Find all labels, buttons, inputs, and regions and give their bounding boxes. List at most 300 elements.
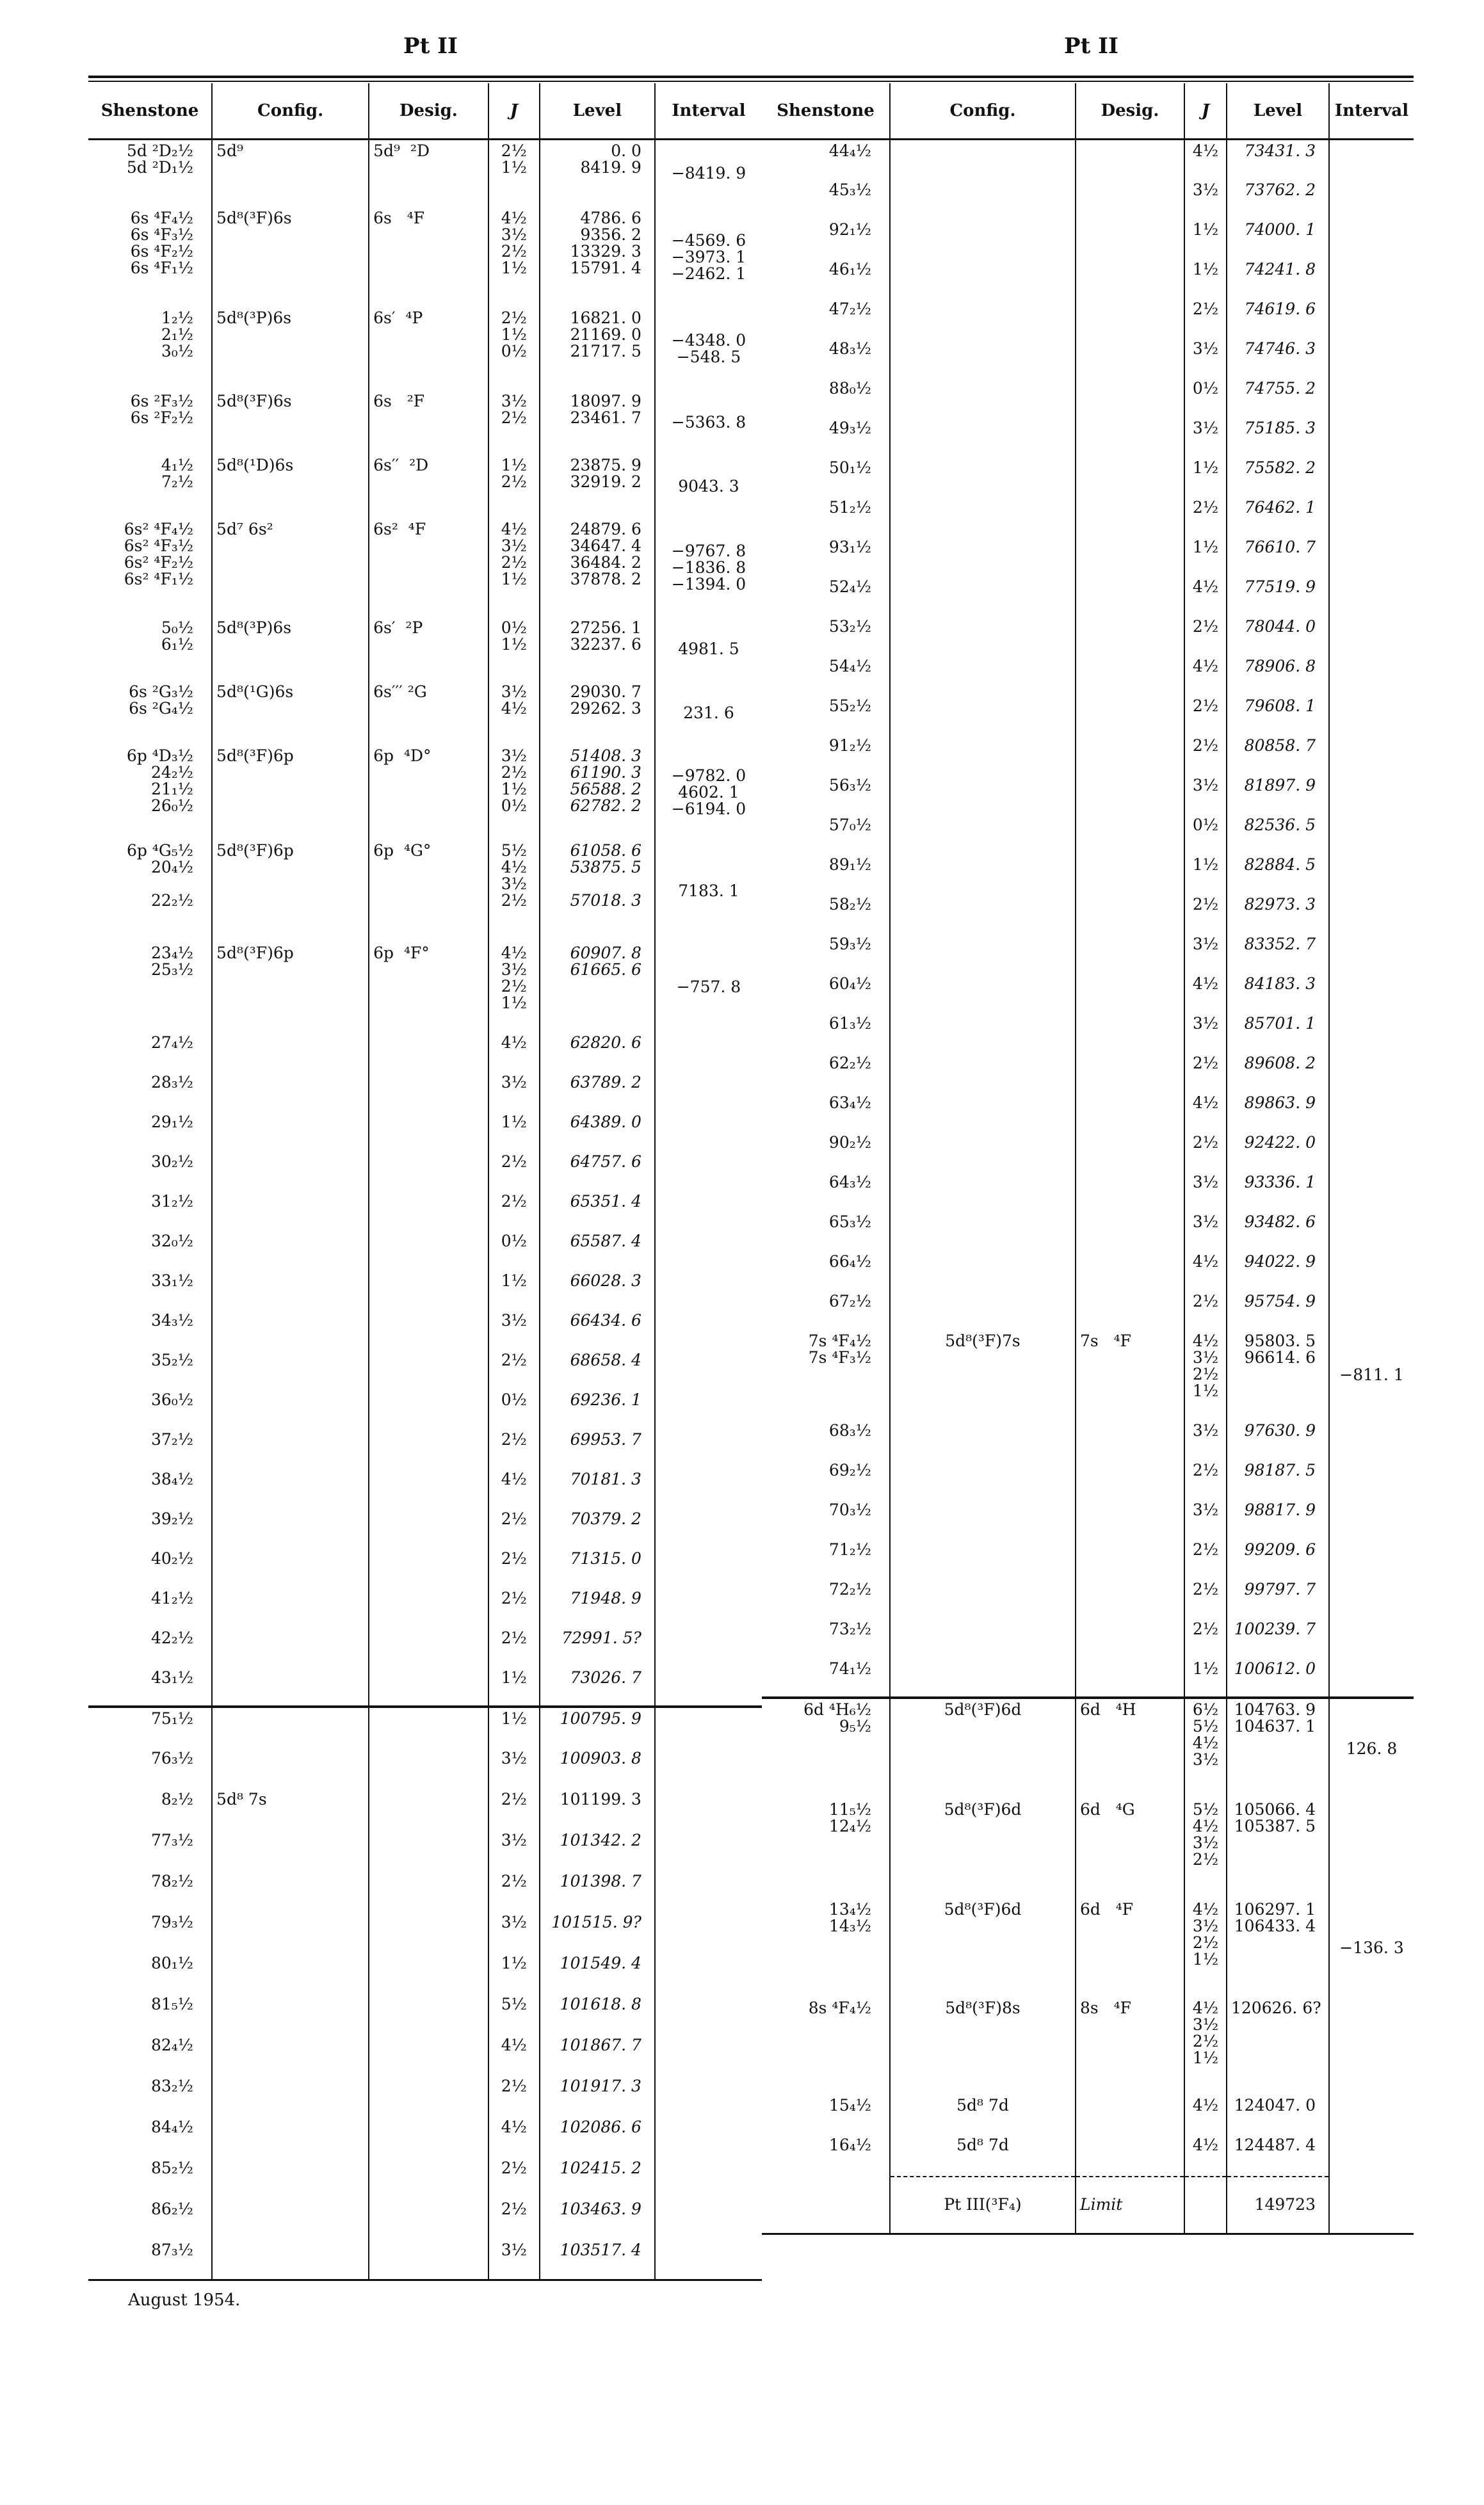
cell-j: 6½ 5½ 4½ 3½ [1184, 1698, 1227, 1799]
cell-int [1329, 417, 1414, 457]
cell-desig: 6p ⁴G° [369, 840, 488, 942]
cell-level: 18097. 9 23461. 7 [540, 391, 655, 455]
cell-desig [1076, 933, 1184, 973]
cell-level: 65351. 4 [540, 1191, 655, 1230]
cell-shen: 65₃½ [828, 1212, 871, 1231]
cell-shen: 6p ⁴G₅½ 20₄½ 22₂½ [126, 841, 194, 910]
cell-shen: 68₃½ [828, 1421, 871, 1440]
cell-int [655, 2075, 762, 2116]
cell-shen: 50₁½ [828, 458, 871, 477]
cell-j: 4½ [1184, 2095, 1227, 2134]
cell-desig [369, 2157, 488, 2198]
cell-int [1329, 1579, 1414, 1618]
cell-shen: 7s ⁴F₄½ 7s ⁴F₃½ [808, 1331, 871, 1367]
cell-shen: 87₃½ [88, 2239, 212, 2280]
cell-shen: 71₂½ [828, 1540, 871, 1559]
cell-j: 1½ [488, 1111, 540, 1151]
cell-j: 2½ 1½ 0½ [488, 307, 540, 391]
cell-int: −5363. 8 [655, 391, 762, 455]
cell-shen: 36₀½ [150, 1390, 194, 1409]
table-row [762, 973, 1414, 1013]
cell-shen: 6s² ⁴F₄½ 6s² ⁴F₃½ 6s² ⁴F₂½ 6s² ⁴F₁½ [124, 519, 194, 588]
cell-level: 74241. 8 [1227, 259, 1329, 298]
cell-j: 3½ 4½ [488, 681, 540, 745]
cell-desig [369, 1707, 488, 1748]
cell-level: 92422. 0 [1227, 1132, 1329, 1172]
cell-shen: 6p ⁴D₃½ 24₂½ 21₁½ 26₀½ [126, 746, 194, 815]
cell-level: 103517. 4 [540, 2239, 655, 2280]
table-row [88, 455, 762, 519]
cell-int [1329, 457, 1414, 497]
cell-conf: 5d⁸(³F)6p [212, 942, 369, 1032]
left-top-rule-2 [88, 81, 762, 82]
cell-level: 101618. 8 [540, 1994, 655, 2034]
cell-shen: 37₂½ [150, 1430, 194, 1449]
cell-shen: 15₄½ [828, 2095, 871, 2114]
cell-j: 3½ [1184, 417, 1227, 457]
cell-level: 74755. 2 [1227, 378, 1329, 417]
cell-level: 65587. 4 [540, 1230, 655, 1270]
date-footnote: August 1954. [128, 2291, 241, 2310]
cell-conf [212, 1032, 369, 1072]
cell-int [1329, 298, 1414, 338]
cell-int [655, 1469, 762, 1508]
cell-level: 89863. 9 [1227, 1092, 1329, 1132]
cell-int [1329, 219, 1414, 259]
cell-conf-c [890, 1460, 1076, 1499]
table-row [762, 457, 1414, 497]
cell-int [655, 1548, 762, 1588]
cell-j: 2½ [488, 1191, 540, 1230]
cell-j: 3½ [1184, 1499, 1227, 1539]
cell-j: 3½ [1184, 933, 1227, 973]
cell-j: 1½ 2½ [488, 455, 540, 519]
cell-desig [369, 1389, 488, 1429]
cell-shen: 1₂½ 2₁½ 3₀½ [161, 308, 194, 360]
table-row [762, 1132, 1414, 1172]
cell-int [655, 1429, 762, 1469]
cell-shen: 90₂½ [828, 1132, 871, 1152]
cell-j: 2½ [488, 1508, 540, 1548]
cell-desig [1076, 1172, 1184, 1211]
cell-int [1329, 695, 1414, 735]
table-row [762, 1052, 1414, 1092]
cell-level: 105066. 4 105387. 5 [1227, 1799, 1329, 1899]
table-row [88, 1748, 762, 1789]
cell-level: 100903. 8 [540, 1748, 655, 1789]
cell-desig [1076, 497, 1184, 536]
cell-shen: 49₃½ [828, 418, 871, 437]
cell-int [1329, 1618, 1414, 1658]
cell-desig [1076, 1618, 1184, 1658]
cell-int [1329, 1658, 1414, 1698]
cell-int [655, 1627, 762, 1667]
cell-int [1329, 1052, 1414, 1092]
cell-level: 71315. 0 [540, 1548, 655, 1588]
cell-level: 29030. 7 29262. 3 [540, 681, 655, 745]
cell-j: 3½ [488, 1748, 540, 1789]
cell-level: 95803. 5 96614. 6 [1227, 1330, 1329, 1420]
table-row [762, 1291, 1414, 1330]
cell-conf-c [890, 656, 1076, 695]
cell-int: −8419. 9 [655, 140, 762, 207]
cell-j: 2½ [1184, 1579, 1227, 1618]
header-desig: Desig. [369, 83, 488, 140]
cell-j: 1½ [488, 1953, 540, 1994]
right-top-rule-2 [762, 81, 1414, 82]
cell-shen: 82₄½ [150, 2035, 194, 2054]
cell-shen: 57₀½ [828, 815, 871, 834]
cell-j: 0½ [488, 1230, 540, 1270]
cell-conf [212, 2034, 369, 2075]
cell-j: 2½ [488, 2157, 540, 2198]
cell-level: 74619. 6 [1227, 298, 1329, 338]
cell-int [1329, 1799, 1414, 1899]
header-desig: Desig. [1076, 83, 1184, 140]
right-header-row [762, 83, 1414, 140]
cell-shen: 47₂½ [828, 299, 871, 318]
cell-level: 73762. 2 [1227, 179, 1329, 219]
table-row [88, 2239, 762, 2280]
cell-j: 2½ [1184, 894, 1227, 933]
cell-int: 126. 8 [1329, 1698, 1414, 1799]
cell-conf-c [890, 695, 1076, 735]
cell-int [1329, 1420, 1414, 1460]
cell-shen: 73₂½ [828, 1619, 871, 1638]
cell-int [1329, 497, 1414, 536]
cell-conf [212, 1667, 369, 1707]
cell-shen: 66₄½ [828, 1252, 871, 1271]
cell-j: 2½ [488, 1429, 540, 1469]
cell-int [1329, 1997, 1414, 2095]
cell-j: 3½ [488, 2239, 540, 2280]
cell-j: 1½ [1184, 1658, 1227, 1698]
table-row [762, 1698, 1414, 1799]
table-row [88, 1310, 762, 1349]
cell-int [1329, 536, 1414, 576]
cell-desig [1076, 338, 1184, 378]
cell-conf-c [890, 735, 1076, 775]
cell-shen: 38₄½ [150, 1469, 194, 1488]
cell-level: 84183. 3 [1227, 973, 1329, 1013]
cell-int [655, 1667, 762, 1707]
cell-desig: 6p ⁴F° [369, 942, 488, 1032]
cell-int [1329, 775, 1414, 814]
cell-conf [212, 1310, 369, 1349]
table-row [88, 1912, 762, 1953]
cell-conf: 5d⁷ 6s² [212, 519, 369, 617]
cell-int [1329, 656, 1414, 695]
cell-int [1329, 2095, 1414, 2134]
cell-j: 2½ [1184, 1618, 1227, 1658]
cell-conf-c [890, 1420, 1076, 1460]
table-row [88, 681, 762, 745]
cell-j: 1½ [1184, 259, 1227, 298]
cell-conf [212, 1230, 369, 1270]
cell-conf [212, 1111, 369, 1151]
cell-level: 100239. 7 [1227, 1618, 1329, 1658]
cell-conf-c [890, 140, 1076, 179]
cell-conf: 5d⁸(¹G)6s [212, 681, 369, 745]
cell-desig [1076, 1251, 1184, 1291]
cell-int [655, 1032, 762, 1072]
cell-j: 0½ [1184, 814, 1227, 854]
table-row [88, 1588, 762, 1627]
cell-int [655, 1230, 762, 1270]
cell-level: 70181. 3 [540, 1469, 655, 1508]
header-j: J [1184, 83, 1227, 140]
cell-level: 98187. 5 [1227, 1460, 1329, 1499]
cell-conf-c [890, 338, 1076, 378]
table-row [88, 140, 762, 207]
table-row [88, 1469, 762, 1508]
cell-j: 2½ [488, 1789, 540, 1830]
cell-int [1329, 1092, 1414, 1132]
cell-j: 4½ [1184, 140, 1227, 179]
left-top-rule [88, 76, 762, 78]
cell-level: 23875. 9 32919. 2 [540, 455, 655, 519]
cell-shen: 84₄½ [150, 2117, 194, 2136]
cell-desig [369, 1871, 488, 1912]
cell-int: −9767. 8 −1836. 8 −1394. 0 [655, 519, 762, 617]
cell-level: 85701. 1 [1227, 1013, 1329, 1052]
cell-level: 73026. 7 [540, 1667, 655, 1707]
cell-int [1329, 378, 1414, 417]
table-row [88, 1548, 762, 1588]
cell-j: 3½ 2½ [488, 391, 540, 455]
cell-shen: 92₁½ [828, 220, 871, 239]
cell-shen: 64₃½ [828, 1172, 871, 1191]
cell-j: 4½ [1184, 1251, 1227, 1291]
table-row [762, 1330, 1414, 1420]
cell-conf [212, 2198, 369, 2239]
cell-shen: 56₃½ [828, 775, 871, 794]
cell-level: 94022. 9 [1227, 1251, 1329, 1291]
cell-desig [369, 1667, 488, 1707]
cell-shen: 52₄½ [828, 577, 871, 596]
cell-j: 5½ 4½ 3½ 2½ [1184, 1799, 1227, 1899]
cell-j: 2½ [488, 2075, 540, 2116]
cell-j: 3½ [1184, 1420, 1227, 1460]
cell-level: 149723 [1227, 2177, 1329, 2234]
cell-conf-c [890, 1251, 1076, 1291]
table-row [88, 1789, 762, 1830]
cell-level: 79608. 1 [1227, 695, 1329, 735]
cell-shen: 35₂½ [150, 1350, 194, 1369]
cell-conf: 5d⁸(³F)6s [212, 207, 369, 307]
cell-int [655, 1994, 762, 2034]
cell-level: 76610. 7 [1227, 536, 1329, 576]
right-table [762, 83, 1414, 2235]
cell-shen: 23₄½ 25₃½ [150, 943, 194, 979]
table-row [88, 1230, 762, 1270]
table-row [88, 1151, 762, 1191]
cell-j: 2½ [488, 1588, 540, 1627]
cell-j: 4½ 3½ 2½ 1½ [488, 207, 540, 307]
cell-desig [1076, 457, 1184, 497]
table-row [762, 259, 1414, 298]
table-row [88, 1953, 762, 1994]
table-row [762, 140, 1414, 179]
cell-conf: 5d⁸(³F)6p [212, 840, 369, 942]
table-row [762, 338, 1414, 378]
cell-shen: 61₃½ [828, 1013, 871, 1033]
cell-conf [212, 1072, 369, 1111]
cell-level: 73431. 3 [1227, 140, 1329, 179]
cell-j: 2½ [488, 1349, 540, 1389]
table-row [88, 617, 762, 681]
cell-j: 4½ [488, 2116, 540, 2157]
cell-conf [212, 1994, 369, 2034]
cell-int [1329, 576, 1414, 616]
cell-shen: 48₃½ [828, 339, 871, 358]
cell-conf-c: 5d⁸ 7d [890, 2095, 1076, 2134]
table-row [88, 1032, 762, 1072]
cell-j: 3½ [488, 1072, 540, 1111]
cell-shen: 16₄½ [828, 2135, 871, 2154]
cell-conf-c [890, 854, 1076, 894]
cell-level: 51408. 3 61190. 3 56588. 2 62782. 2 [540, 745, 655, 840]
cell-desig [369, 1953, 488, 1994]
cell-desig: 6d ⁴H [1076, 1698, 1184, 1799]
table-row [88, 391, 762, 455]
cell-desig [1076, 1579, 1184, 1618]
cell-desig [369, 1032, 488, 1072]
cell-j: 4½ 3½ 2½ 1½ [488, 942, 540, 1032]
cell-desig [369, 1830, 488, 1871]
cell-level: 74746. 3 [1227, 338, 1329, 378]
cell-int [655, 1151, 762, 1191]
cell-desig [369, 1789, 488, 1830]
cell-conf-c: Pt III(³F₄) [890, 2177, 1076, 2234]
cell-shen: 45₃½ [828, 180, 871, 199]
cell-j: 3½ [1184, 338, 1227, 378]
cell-j: 3½ [1184, 1013, 1227, 1052]
cell-shen: 53₂½ [828, 616, 871, 636]
cell-shen: 8₂½ [161, 1789, 194, 1808]
cell-level: 95754. 9 [1227, 1291, 1329, 1330]
cell-int: 4981. 5 [655, 617, 762, 681]
cell-desig: 8s ⁴F [1076, 1997, 1184, 2095]
cell-desig [1076, 656, 1184, 695]
cell-int [1329, 814, 1414, 854]
cell-shen: 93₁½ [828, 537, 871, 556]
cell-conf [212, 1389, 369, 1429]
cell-desig [369, 1748, 488, 1789]
cell-desig [1076, 536, 1184, 576]
cell-desig [369, 1627, 488, 1667]
cell-conf [212, 1151, 369, 1191]
cell-level: 120626. 6? [1227, 1997, 1329, 2095]
cell-conf-c [890, 179, 1076, 219]
cell-int [1329, 1251, 1414, 1291]
cell-conf-c: 5d⁸(³F)6d [890, 1698, 1076, 1799]
cell-j: 4½ [1184, 2134, 1227, 2177]
cell-int [655, 1871, 762, 1912]
cell-int [655, 1912, 762, 1953]
cell-shen: 75₁½ [88, 1707, 212, 1748]
cell-int [655, 1748, 762, 1789]
cell-level: 89608. 2 [1227, 1052, 1329, 1092]
table-row [88, 1389, 762, 1429]
table-row [762, 417, 1414, 457]
cell-conf-c [890, 1618, 1076, 1658]
cell-conf [212, 2239, 369, 2280]
cell-level: 104763. 9 104637. 1 [1227, 1698, 1329, 1799]
cell-desig [1076, 1539, 1184, 1579]
cell-j: 2½ [1184, 616, 1227, 656]
cell-j: 2½ [1184, 298, 1227, 338]
cell-conf-c [890, 1172, 1076, 1211]
cell-int: 231. 6 [655, 681, 762, 745]
cell-int [1329, 1499, 1414, 1539]
cell-shen: 72₂½ [828, 1579, 871, 1599]
table-row [762, 1251, 1414, 1291]
cell-level: 102415. 2 [540, 2157, 655, 2198]
cell-conf-c [890, 1132, 1076, 1172]
table-row [88, 1667, 762, 1707]
cell-conf-c [890, 298, 1076, 338]
cell-shen: 69₂½ [828, 1460, 871, 1479]
cell-desig [369, 1994, 488, 2034]
cell-conf-c: 5d⁸(³F)7s [890, 1330, 1076, 1420]
cell-desig [369, 1072, 488, 1111]
cell-shen: 5d ²D₂½ 5d ²D₁½ [126, 141, 194, 177]
cell-j: 2½ [1184, 497, 1227, 536]
cell-conf-c [890, 1291, 1076, 1330]
header-shenstone: Shenstone [88, 83, 212, 140]
cell-shen: 86₂½ [150, 2199, 194, 2218]
cell-shen: 31₂½ [150, 1191, 194, 1211]
cell-j: 4½ 3½ 2½ 1½ [1184, 1997, 1227, 2095]
cell-int [655, 1953, 762, 1994]
cell-level: 100612. 0 [1227, 1658, 1329, 1698]
cell-level: 66434. 6 [540, 1310, 655, 1349]
cell-int [655, 1789, 762, 1830]
cell-conf-c [890, 814, 1076, 854]
cell-desig [369, 2034, 488, 2075]
table-row [762, 1172, 1414, 1211]
cell-j: 5½ 4½ 3½ 2½ [488, 840, 540, 942]
cell-conf [212, 1912, 369, 1953]
cell-level: 93336. 1 [1227, 1172, 1329, 1211]
table-row [88, 1111, 762, 1151]
table-row [762, 497, 1414, 536]
cell-desig [369, 2239, 488, 2280]
cell-desig: 6s′ ²P [369, 617, 488, 681]
cell-desig: 6s ²F [369, 391, 488, 455]
table-row [762, 1618, 1414, 1658]
cell-shen: 8s ⁴F₄½ [808, 1998, 871, 2017]
cell-j: 2½ 1½ [488, 140, 540, 207]
cell-conf-c [890, 536, 1076, 576]
cell-level: 72991. 5? [540, 1627, 655, 1667]
table-row [762, 814, 1414, 854]
table-row [88, 2075, 762, 2116]
cell-desig [369, 2075, 488, 2116]
table-row [88, 2034, 762, 2075]
cell-shen [762, 2177, 890, 2234]
cell-shen: 83₂½ [150, 2076, 194, 2095]
cell-int [1329, 1211, 1414, 1251]
table-row [762, 1499, 1414, 1539]
cell-shen: 78₂½ [150, 1871, 194, 1890]
cell-shen: 6s ²G₃½ 6s ²G₄½ [129, 682, 194, 718]
cell-j: 5½ [488, 1994, 540, 2034]
cell-desig [1076, 417, 1184, 457]
cell-desig [1076, 1658, 1184, 1698]
cell-j: 2½ [1184, 695, 1227, 735]
